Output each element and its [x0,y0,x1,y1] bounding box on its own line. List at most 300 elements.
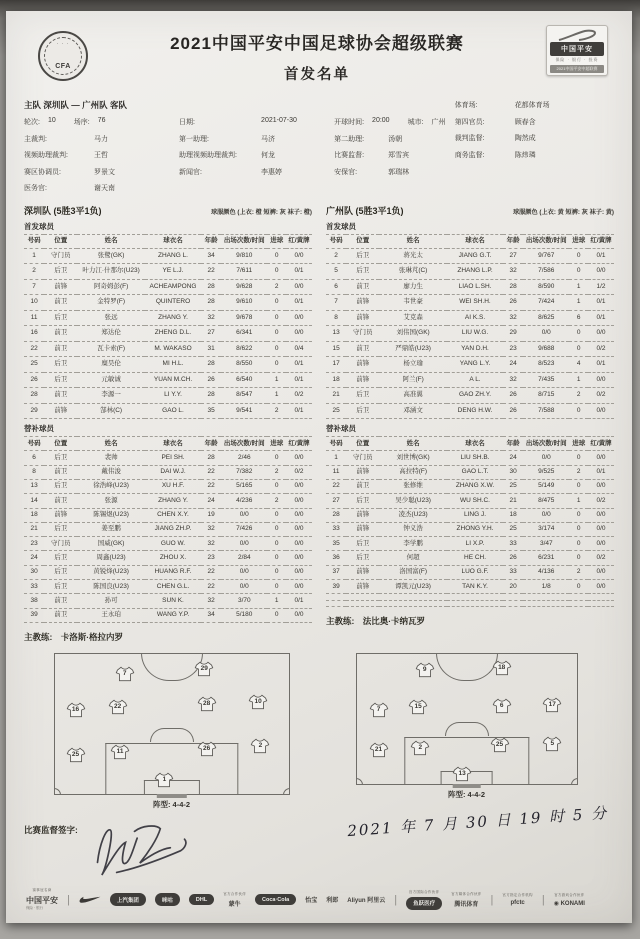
sponsor-mark: pfctc [510,900,525,906]
player-cell: YE L.J. [145,264,201,280]
info-value: 陶然成 [514,135,536,142]
player-row [24,264,312,280]
player-jersey-icon [415,662,434,678]
corner-arc [54,788,61,795]
column-header: 进球 [267,437,286,451]
column-header: 位置 [44,234,77,248]
player-cell: 0/0 [286,248,312,264]
player-row [24,341,312,357]
player-cell: 26 [503,403,523,419]
player-cell: 李源一 [77,388,145,404]
player-cell: WANG Y.P. [145,608,201,622]
player-jersey-icon [251,738,270,754]
player-cell: 后卫 [44,565,77,579]
player-cell: 0 [569,551,588,565]
player-cell: 5 [326,264,346,280]
player-cell: 刘伟国(GK) [379,326,447,342]
player-cell: 3/174 [523,522,569,536]
player-cell: 0/4 [286,341,312,357]
player-jersey-icon [115,666,134,682]
player-jersey-icon [453,766,472,782]
player-cell: 前锋 [44,403,77,419]
player-cell: 0 [569,508,588,522]
jersey-number: 25 [71,750,80,758]
player-cell: 守门员 [346,451,379,465]
home-coach-label: 主教练: [24,632,53,642]
center-circle [141,653,203,681]
away-team-kit-colors: 球服颜色 (上衣: 黄 短裤: 灰 袜子: 黄) [512,208,614,216]
player-cell: 22 [201,264,221,280]
player-cell: 33 [503,537,523,551]
sponsor-logo-Coca·Cola [255,894,296,905]
player-cell: 9/688 [523,341,569,357]
player-jersey-icon [249,694,268,710]
player-cell: 0/2 [588,551,614,565]
player-cell: 36 [326,551,346,565]
player-cell: 27 [326,494,346,508]
info-line [24,117,179,127]
sponsor-caption: 官方国际合作伙伴 [408,889,440,894]
sponsor-logo-怡宝 [305,895,317,904]
player-cell: 阿奇姆彭(F) [77,279,145,295]
player-cell: 前锋 [44,279,77,295]
player-cell: 23 [24,537,44,551]
player-cell: 30 [503,465,523,479]
team-sheet-document [6,11,632,923]
player-cell [588,600,614,606]
player-cell: 0/0 [221,580,267,594]
player-cell: 14 [24,494,44,508]
player-cell: 16 [24,326,44,342]
column-header: 球衣名 [447,437,503,451]
player-cell: 守门员 [44,248,77,264]
player-cell: 2 [267,403,286,419]
column-header: 红/黄牌 [286,234,312,248]
player-cell: 26 [503,388,523,404]
title-block [88,21,546,84]
player-cell: GAO L.T. [447,465,503,479]
player-cell: 0/0 [286,451,312,465]
player-cell: DENG H.W. [447,403,503,419]
info-value: 陈炜璘 [514,151,536,159]
sponsor-mark: 上汽集团 [110,893,146,906]
jersey-number: 2 [258,742,263,750]
info-line [455,100,614,110]
jersey-number: 17 [548,700,556,708]
match-info-left [24,99,455,200]
player-cell: 0/0 [286,279,312,295]
info-line [24,167,179,177]
info-line [455,133,614,143]
player-cell [346,600,379,606]
player-cell: 0/0 [286,580,312,594]
sponsor-divider: | [67,893,70,906]
player-cell: 35 [326,537,346,551]
player-cell: 0/1 [286,403,312,419]
player-cell: 前卫 [44,594,77,608]
player-cell: 28 [201,357,221,373]
player-cell: 姜至鹏 [77,522,145,536]
info-label: 城市: [407,119,424,126]
player-cell: 8/523 [523,357,569,373]
player-cell: 6/341 [221,326,267,342]
player-cell: 裴帅 [77,451,145,465]
player-cell: 9/678 [221,310,267,326]
player-cell: 26 [503,551,523,565]
player-cell: 张琳芃(C) [379,264,447,280]
player-row [326,537,614,551]
player-cell: LUO G.F. [447,565,503,579]
matchup-line: 主队 深圳队 — 广州队 客队 [24,100,127,110]
info-value: 顾春含 [514,118,536,126]
player-row [326,580,614,594]
info-value: 汤朝 [388,135,403,143]
player-jersey-icon [66,702,85,718]
player-cell: 前卫 [44,295,77,311]
player-cell: 7/382 [221,465,267,479]
sponsor-brand-subtext: 保险 · 银行 [26,906,44,910]
player-cell: 徐浩峰(U23) [77,479,145,493]
column-header: 红/黄牌 [588,234,614,248]
corner-arc [283,788,290,795]
player-row [326,295,614,311]
player-cell: 2 [267,279,286,295]
column-header: 年龄 [201,437,221,451]
player-cell: 7 [326,295,346,311]
player-cell: 0/0 [286,537,312,551]
corner-arc [356,778,363,785]
player-cell: 0/0 [523,326,569,342]
player-cell: 后卫 [346,264,379,280]
column-header: 位置 [346,234,379,248]
home-formation-label: 阵型: 4-4-2 [152,800,191,809]
player-cell: 前卫 [44,341,77,357]
player-row [326,451,614,465]
player-cell: HE CH. [447,551,503,565]
player-jersey-icon [197,696,216,712]
player-cell: 0 [267,248,286,264]
player-cell: 6 [569,310,588,326]
player-cell: 32 [503,372,523,388]
info-line [24,150,179,160]
player-row [326,494,614,508]
jersey-number: 6 [499,702,504,709]
player-cell: 0/0 [588,565,614,579]
player-cell: 21 [503,494,523,508]
player-cell: 艾克森 [379,310,447,326]
player-row [24,451,312,465]
player-cell: 前卫 [44,608,77,622]
player-cell: 0 [569,580,588,594]
player-row [24,295,312,311]
info-value: 何龙 [261,152,276,159]
player-cell: 0 [569,522,588,536]
player-cell: 8/625 [523,310,569,326]
player-cell: 0 [569,451,588,465]
player-cell: 0/2 [588,388,614,404]
column-header: 年龄 [503,234,523,248]
player-cell: 前卫 [44,388,77,404]
player-cell: 后卫 [44,357,77,373]
player-cell: 后卫 [346,403,379,419]
player-cell: 24 [503,451,523,465]
sponsor-logo-◉ KONAMI [554,893,585,907]
player-cell: 1 [569,372,588,388]
player-cell: 0/1 [286,295,312,311]
player-cell: 金特罗(F) [77,295,145,311]
player-cell: 0/0 [286,522,312,536]
player-cell: 0 [267,608,286,622]
sponsor-mark: 蒙牛 [228,901,241,908]
column-header: 出场次数/时间 [523,234,569,248]
player-cell: 后卫 [346,494,379,508]
player-cell: 前锋 [346,295,379,311]
away-team-section [326,204,614,644]
info-line [179,117,334,127]
player-cell: 张远 [77,310,145,326]
player-cell: 5/180 [221,608,267,622]
info-label: 助理视频助理裁判: [179,152,237,159]
player-cell: 0/0 [588,372,614,388]
player-cell: 0 [267,357,286,373]
player-cell: 0 [569,479,588,493]
player-cell: LIU SH.B. [447,451,503,465]
sponsor-badge-icon [550,29,604,42]
info-line [334,117,455,127]
info-value: 罗景文 [94,168,115,176]
player-cell: 后卫 [346,388,379,404]
player-cell: 0/1 [286,264,312,280]
goal [452,784,481,788]
player-cell: 5/149 [523,479,569,493]
player-cell: 35 [201,403,221,419]
player-cell: ZHANG X.W. [447,479,503,493]
player-cell: TAN K.Y. [447,580,503,594]
home-starters-table [24,234,312,420]
player-cell: 5/165 [221,479,267,493]
corner-arc [571,778,578,785]
supervisor-signature [81,812,196,879]
player-jersey-icon [108,699,127,715]
player-cell: 何超 [379,551,447,565]
player-cell: 0/0 [221,565,267,579]
player-cell: HUANG R.F. [145,565,201,579]
sponsor-mark: 怡宝 [305,898,318,904]
match-info [24,99,614,200]
info-label: 医务官: [24,185,47,192]
player-jersey-icon [411,740,430,756]
player-cell: 27 [201,326,221,342]
player-cell: 0/0 [286,565,312,579]
player-cell: 22 [201,580,221,594]
info-label: 第二助理: [334,135,365,143]
player-cell: 26 [24,372,44,388]
sponsor-badge-strip: 2021中国平安中超联赛 [550,65,604,73]
column-header: 球衣名 [145,437,201,451]
player-row [326,341,614,357]
info-line [179,150,334,160]
player-cell: 8 [24,465,44,479]
player-row [326,508,614,522]
player-cell: 0/0 [286,494,312,508]
column-header: 位置 [44,437,77,451]
officials-col-1 [24,117,179,200]
player-cell: 7/611 [221,264,267,280]
player-cell: 2/46 [221,451,267,465]
home-coach-name: 卡洛斯·格拉内罗 [60,632,124,642]
player-cell: 前卫 [44,326,77,342]
player-jersey-icon [111,744,130,760]
player-cell: 8 [326,310,346,326]
document-header [24,21,614,93]
info-label: 轮次: [24,119,40,126]
player-cell: 吴少聪(U23) [379,494,447,508]
player-cell: 10 [24,295,44,311]
player-cell: 1/8 [523,580,569,594]
jersey-number: 1 [162,776,167,783]
info-label: 比赛监督: [334,152,365,159]
player-cell: 0 [267,565,286,579]
sponsor-logo-Aliyun 阿里云 [347,895,385,904]
player-row [326,279,614,295]
player-cell: 28 [201,388,221,404]
away-team-header [326,204,614,217]
player-cell: 11 [24,310,44,326]
nike-swoosh-icon [79,891,101,909]
player-cell: 戴伟浚 [77,465,145,479]
player-cell: 23 [503,341,523,357]
sponsor-caption: 官方游戏合作伙伴 [554,892,585,897]
sponsor-divider: | [490,893,494,906]
handwritten-datetime: 2021 年 7 月 30 日 19 时 5 分 [346,803,609,841]
player-cell: 28 [201,295,221,311]
info-value: 郭瑞林 [388,168,410,176]
column-header: 出场次数/时间 [523,437,569,451]
player-cell: MI H.L. [145,357,201,373]
player-cell: 13 [24,479,44,493]
player-cell: 0/1 [286,357,312,373]
player-cell: 0 [267,451,286,465]
player-cell: 0 [267,479,286,493]
officials-col-3 [334,117,455,200]
away-team-name: 广州队 (5胜3平1负) [326,205,404,216]
player-cell: 周鑫(U23) [77,551,145,565]
player-cell: 0/0 [286,479,312,493]
player-cell: 0/0 [523,508,569,522]
player-cell: 7 [24,279,44,295]
info-label: 新闻官: [179,168,202,176]
info-line [24,183,179,193]
player-cell: 18 [24,508,44,522]
player-cell: 28 [503,279,523,295]
player-cell: 34 [201,608,221,622]
column-header: 号码 [326,437,346,451]
jersey-number: 28 [202,700,211,708]
player-cell [569,600,588,606]
home-subs-table [24,436,312,623]
sponsor-mark: DHL [189,894,214,905]
player-jersey-icon [369,742,388,758]
jersey-number: 11 [116,748,124,755]
player-cell: 2 [267,494,286,508]
player-cell: YAN D.H. [447,341,503,357]
player-cell: 后卫 [346,537,379,551]
info-label: 开球时间: [334,119,365,126]
sponsor-logo-Nike [79,891,101,909]
player-cell: ZHANG L. [145,248,201,264]
officials-columns [24,117,455,200]
player-cell: AI K.S. [447,310,503,326]
player-cell: LIU W.G. [447,326,503,342]
info-label: 主裁判: [24,135,47,143]
player-cell: 4/136 [523,565,569,579]
player-cell: 1 [267,388,286,404]
sponsor-caption: 官方媒体合作伙伴 [451,891,482,896]
player-cell: 1 [569,494,588,508]
info-label: 第四官员: [454,118,485,126]
player-cell: 7/588 [523,403,569,419]
player-cell: WEI SH.H. [447,295,503,311]
column-header: 红/黄牌 [588,437,614,451]
table-header-row [326,437,614,451]
player-cell: 0/0 [588,326,614,342]
player-cell: 25 [503,479,523,493]
player-cell: 26 [503,295,523,311]
sponsor-mark [26,895,58,911]
jersey-number: 18 [498,664,506,672]
player-cell: 24 [503,357,523,373]
player-cell: 1 [267,372,286,388]
info-value: 10 [47,117,56,124]
player-cell: 22 [201,465,221,479]
player-jersey-icon [543,697,562,713]
column-header: 红/黄牌 [286,437,312,451]
table-header-row [24,234,312,248]
player-cell: 黄锐烽(U23) [77,565,145,579]
player-cell: 瓦卡索(F) [77,341,145,357]
player-cell: 1/2 [588,279,614,295]
column-header: 球衣名 [145,234,201,248]
jersey-number: 15 [414,703,422,711]
player-cell: CHEN G.L. [145,580,201,594]
jersey-number: 10 [254,697,262,705]
player-cell: 后卫 [44,451,77,465]
player-cell: 0 [267,310,286,326]
player-cell [326,600,346,606]
player-cell [447,600,503,606]
jersey-number: 16 [71,706,80,713]
player-cell: 前锋 [346,357,379,373]
player-cell: 30 [24,565,44,579]
player-cell: 21 [24,522,44,536]
player-cell: 7/435 [523,372,569,388]
player-cell: 23 [201,551,221,565]
player-cell: 9/541 [221,403,267,419]
sponsor-logo-DHL [189,894,214,905]
player-row [24,522,312,536]
away-coach-label: 主教练: [326,615,355,626]
away-subs-label: 替补球员 [326,424,356,434]
team-rosters [24,204,614,644]
player-cell: 8/715 [523,388,569,404]
player-cell: JIANG G.T. [447,248,503,264]
player-jersey-icon [492,660,511,676]
penalty-arc [445,722,489,736]
player-cell: 3/47 [523,537,569,551]
player-cell: 32 [503,264,523,280]
player-cell: 1 [267,594,286,608]
away-starters-table [326,234,614,420]
